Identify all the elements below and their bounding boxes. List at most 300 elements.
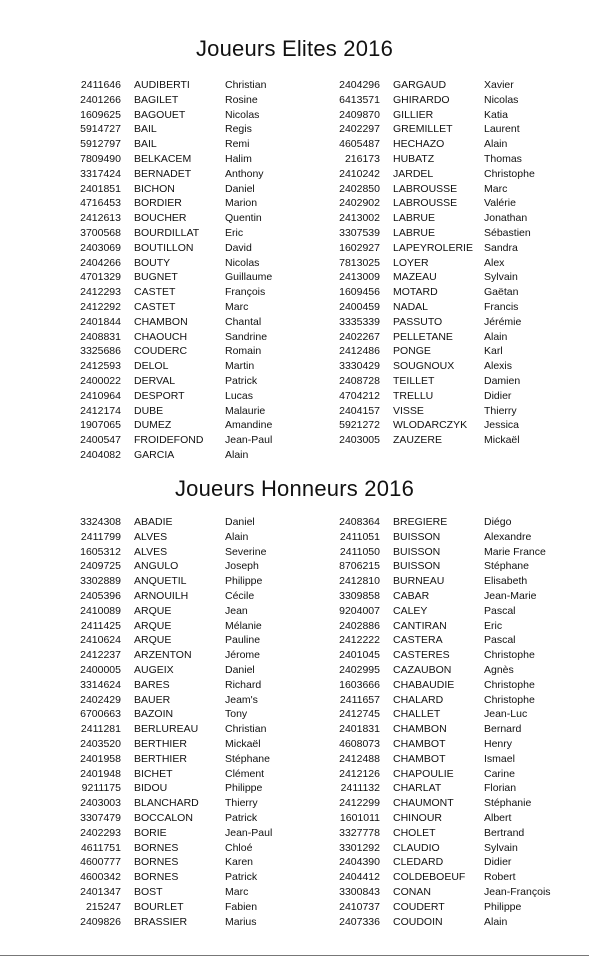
player-row [77, 530, 327, 545]
player-license: 1601011 [339, 811, 380, 824]
player-firstname: Remi [225, 138, 250, 151]
player-row [336, 781, 586, 796]
player-license: 3327778 [339, 826, 380, 839]
player-license: 2412486 [339, 345, 380, 358]
player-surname: AUGEIX [134, 663, 174, 676]
player-firstname: Fabien [225, 900, 258, 913]
player-firstname: David [225, 241, 252, 254]
player-firstname: Alain [484, 330, 508, 343]
player-license: 2413009 [339, 271, 380, 284]
player-license: 3325686 [80, 345, 121, 358]
player-firstname: Marius [225, 915, 257, 928]
player-license: 2411799 [80, 530, 121, 543]
player-row [77, 722, 327, 737]
player-surname: BORNES [134, 841, 179, 854]
player-license: 4608073 [339, 737, 380, 750]
player-row [336, 915, 586, 930]
player-license: 2411281 [80, 723, 121, 736]
player-row [336, 885, 586, 900]
player-surname: BOUTY [134, 256, 171, 269]
player-firstname: Severine [225, 545, 267, 558]
player-license: 3301292 [339, 841, 380, 854]
player-surname: BOURDILLAT [134, 226, 200, 239]
player-firstname: Robert [484, 871, 516, 884]
player-firstname: Pascal [484, 604, 516, 617]
player-firstname: Sandra [484, 241, 518, 254]
player-row [77, 330, 327, 345]
player-row [336, 152, 586, 167]
player-surname: GREMILLET [393, 123, 453, 136]
player-row [77, 752, 327, 767]
player-license: 3314624 [80, 678, 121, 691]
player-firstname: Thierry [484, 404, 517, 417]
player-license: 2400459 [339, 300, 380, 313]
player-row [77, 285, 327, 300]
player-license: 3302889 [80, 575, 121, 588]
player-surname: CHAPOULIE [393, 767, 454, 780]
player-row [77, 663, 327, 678]
player-row [77, 182, 327, 197]
player-row [336, 604, 586, 619]
player-surname: BAIL [134, 123, 157, 136]
player-firstname: Alain [484, 138, 508, 151]
player-surname: ANGULO [134, 560, 179, 573]
player-firstname: Amandine [225, 419, 273, 432]
player-row [336, 619, 586, 634]
player-surname: BERTHIER [134, 752, 187, 765]
player-firstname: Diégo [484, 516, 512, 528]
player-firstname: Eric [225, 226, 244, 239]
player-license: 6413571 [339, 93, 380, 106]
player-surname: CHARLAT [393, 782, 442, 795]
player-row [336, 841, 586, 856]
player-license: 2411050 [339, 545, 380, 558]
player-license: 2412237 [80, 649, 121, 662]
player-firstname: Mélanie [225, 619, 262, 632]
player-license: 2408831 [80, 330, 121, 343]
player-surname: TEILLET [393, 374, 435, 387]
player-firstname: Agnès [484, 663, 514, 676]
player-firstname: Alain [225, 530, 249, 543]
player-surname: ALVES [134, 530, 168, 543]
player-row [77, 915, 327, 930]
player-firstname: Didier [484, 389, 512, 402]
player-license: 2412593 [80, 360, 121, 373]
player-license: 2412613 [80, 212, 121, 225]
player-row [336, 270, 586, 285]
player-firstname: Xavier [484, 79, 514, 91]
player-firstname: Stéphanie [484, 797, 532, 810]
player-row [77, 826, 327, 841]
player-row [336, 137, 586, 152]
player-surname: BURNEAU [393, 575, 445, 588]
player-row [336, 826, 586, 841]
player-row [77, 574, 327, 589]
player-license: 2410964 [80, 389, 121, 402]
player-row [336, 796, 586, 811]
player-firstname: Jean-Paul [225, 434, 273, 447]
player-firstname: Regis [225, 123, 252, 136]
player-row [336, 359, 586, 374]
player-firstname: Katia [484, 108, 508, 121]
player-row [77, 167, 327, 182]
player-row [77, 515, 327, 530]
player-firstname: Daniel [225, 516, 255, 528]
player-firstname: Joseph [225, 560, 259, 573]
player-license: 215247 [85, 900, 121, 913]
player-surname: ARQUE [134, 619, 172, 632]
player-license: 2402886 [339, 619, 380, 632]
player-firstname: Daniel [225, 182, 255, 195]
player-surname: ARZENTON [134, 649, 192, 662]
player-license: 3335339 [339, 315, 380, 328]
player-license: 2402297 [339, 123, 380, 136]
player-surname: CONAN [393, 885, 431, 898]
player-row [336, 648, 586, 663]
player-row [336, 530, 586, 545]
player-surname: CHAMBON [393, 723, 447, 736]
player-firstname: Damien [484, 374, 521, 387]
player-row [336, 226, 586, 241]
player-license: 3300843 [339, 885, 380, 898]
player-license: 5914727 [80, 123, 121, 136]
player-row [77, 344, 327, 359]
player-surname: FROIDEFOND [134, 434, 204, 447]
player-license: 2404157 [339, 404, 380, 417]
player-license: 3330429 [339, 360, 380, 373]
player-row [77, 781, 327, 796]
player-firstname: Albert [484, 811, 512, 824]
player-firstname: Alain [225, 448, 249, 461]
player-surname: GARGAUD [393, 79, 447, 91]
player-surname: CASTET [134, 286, 176, 299]
player-surname: LABROUSSE [393, 182, 458, 195]
player-firstname: Halim [225, 152, 252, 165]
player-surname: CHABAUDIE [393, 678, 455, 691]
player-firstname: Laurent [484, 123, 520, 136]
player-firstname: Pascal [484, 634, 516, 647]
player-row [77, 885, 327, 900]
player-surname: GILLIER [393, 108, 434, 121]
player-row [336, 433, 586, 448]
player-row [77, 315, 327, 330]
player-surname: PELLETANE [393, 330, 453, 343]
elites-left-list [77, 78, 327, 463]
player-surname: BORIE [134, 826, 167, 839]
player-firstname: Alain [484, 915, 508, 928]
player-surname: ANQUETIL [134, 575, 187, 588]
player-license: 2401045 [339, 649, 380, 662]
player-license: 2407336 [339, 915, 380, 928]
player-firstname: François [225, 286, 266, 299]
player-license: 2402267 [339, 330, 380, 343]
player-surname: BAZOIN [134, 708, 174, 721]
player-surname: BAGILET [134, 93, 179, 106]
player-firstname: Christophe [484, 649, 535, 662]
player-license: 2402293 [80, 826, 121, 839]
player-firstname: Stéphane [225, 752, 270, 765]
player-firstname: Christophe [484, 167, 535, 180]
player-firstname: Thierry [225, 797, 258, 810]
player-firstname: Mickaël [225, 737, 261, 750]
player-firstname: Jérome [225, 649, 261, 662]
player-license: 2411132 [340, 782, 380, 795]
player-surname: BUISSON [393, 560, 441, 573]
player-firstname: Rosine [225, 93, 258, 106]
player-license: 2412292 [80, 300, 121, 313]
player-surname: BAUER [134, 693, 171, 706]
player-surname: PASSUTO [393, 315, 443, 328]
player-firstname: Marc [225, 300, 249, 313]
player-license: 4600777 [80, 856, 121, 869]
player-row [77, 270, 327, 285]
player-row [77, 211, 327, 226]
player-firstname: Daniel [225, 663, 255, 676]
player-surname: BORNES [134, 871, 179, 884]
player-row [336, 241, 586, 256]
player-surname: BICHON [134, 182, 175, 195]
player-license: 2401948 [80, 767, 121, 780]
player-firstname: Quentin [225, 212, 262, 225]
player-surname: COUDOIN [393, 915, 443, 928]
player-row [77, 604, 327, 619]
honneurs-right-list [336, 515, 586, 929]
player-surname: CHAMBOT [393, 752, 446, 765]
player-license: 3309858 [339, 589, 380, 602]
player-row [77, 693, 327, 708]
player-license: 4716453 [80, 197, 121, 210]
player-row [336, 285, 586, 300]
player-firstname: Valérie [484, 197, 516, 210]
player-row [77, 78, 327, 93]
player-license: 4600342 [80, 871, 121, 884]
player-surname: BARES [134, 678, 170, 691]
player-surname: BREGIERE [393, 516, 448, 528]
player-row [77, 448, 327, 463]
player-license: 2411051 [339, 530, 380, 543]
player-license: 2403003 [80, 797, 121, 810]
player-surname: BERNADET [134, 167, 192, 180]
player-license: 2405396 [80, 589, 121, 602]
player-row [336, 404, 586, 419]
player-row [336, 767, 586, 782]
player-license: 1609625 [80, 108, 121, 121]
player-license: 2403005 [339, 434, 380, 447]
player-surname: DUMEZ [134, 419, 172, 432]
player-license: 9204007 [339, 604, 380, 617]
player-surname: CANTIRAN [393, 619, 447, 632]
player-license: 2413002 [339, 212, 380, 225]
player-license: 2401831 [339, 723, 380, 736]
player-row [77, 796, 327, 811]
player-firstname: Marion [225, 197, 258, 210]
player-license: 2403069 [80, 241, 121, 254]
player-firstname: Lucas [225, 389, 254, 402]
player-license: 2409870 [339, 108, 380, 121]
player-surname: AUDIBERTI [134, 79, 190, 91]
honneurs-left-list [77, 515, 327, 929]
player-license: 2401844 [80, 315, 121, 328]
player-firstname: Jean-Marie [484, 589, 537, 602]
player-firstname: Chantal [225, 315, 262, 328]
player-row [336, 870, 586, 885]
player-surname: CASTERES [393, 649, 450, 662]
player-row [77, 226, 327, 241]
player-row [336, 663, 586, 678]
player-firstname: Christian [225, 79, 267, 91]
player-firstname: Sylvain [484, 271, 518, 284]
player-license: 2400022 [80, 374, 121, 387]
player-row [336, 182, 586, 197]
honneurs-title: Joueurs Honneurs 2016 [174, 476, 415, 501]
player-firstname: Tony [225, 708, 248, 721]
player-license: 2410089 [80, 604, 121, 617]
player-firstname: Patrick [225, 871, 258, 884]
player-firstname: Marc [484, 182, 508, 195]
player-firstname: Sébastien [484, 226, 531, 239]
player-firstname: Patrick [225, 811, 258, 824]
player-firstname: Jonathan [484, 212, 528, 225]
player-license: 2403520 [80, 737, 121, 750]
page-bottom-rule [0, 955, 589, 956]
player-firstname: Jeam's [225, 693, 258, 706]
player-surname: PONGE [393, 345, 431, 358]
player-surname: DESPORT [134, 389, 185, 402]
player-firstname: Marie France [484, 545, 546, 558]
player-surname: ARQUE [134, 604, 172, 617]
player-surname: BAGOUET [134, 108, 186, 121]
player-firstname: Nicolas [484, 93, 519, 106]
player-surname: BOST [134, 885, 163, 898]
player-license: 9211175 [81, 782, 121, 795]
player-license: 8706215 [339, 560, 380, 573]
player-row [77, 870, 327, 885]
player-license: 7809490 [80, 152, 121, 165]
player-license: 2401347 [80, 885, 121, 898]
player-license: 2412126 [339, 767, 380, 780]
player-license: 4704212 [339, 389, 380, 402]
player-surname: ZAUZERE [393, 434, 443, 447]
player-surname: ARQUE [134, 634, 172, 647]
player-surname: DELOL [134, 360, 169, 373]
player-license: 2402995 [339, 663, 380, 676]
player-license: 2411646 [80, 79, 121, 91]
player-license: 2402850 [339, 182, 380, 195]
player-firstname: Francis [484, 300, 519, 313]
player-firstname: Bernard [484, 723, 522, 736]
player-license: 2410737 [339, 900, 380, 913]
player-row [77, 619, 327, 634]
player-license: 2401958 [80, 752, 121, 765]
player-firstname: Jessica [484, 419, 520, 432]
player-surname: LABROUSSE [393, 197, 458, 210]
player-firstname: Carine [484, 767, 515, 780]
player-license: 1603666 [339, 678, 380, 691]
player-row [77, 137, 327, 152]
player-row [336, 722, 586, 737]
player-row [336, 737, 586, 752]
player-firstname: Marc [225, 885, 249, 898]
player-firstname: Philippe [225, 575, 263, 588]
player-surname: BERTHIER [134, 737, 187, 750]
player-license: 3307479 [80, 811, 121, 824]
player-surname: BUGNET [134, 271, 178, 284]
player-row [336, 344, 586, 359]
player-row [336, 374, 586, 389]
player-license: 2404082 [80, 448, 121, 461]
player-firstname: Eric [484, 619, 503, 632]
player-row [77, 737, 327, 752]
player-firstname: Christian [225, 723, 267, 736]
player-firstname: Anthony [225, 167, 264, 180]
player-row [336, 559, 586, 574]
player-surname: CASTET [134, 300, 176, 313]
player-row [77, 93, 327, 108]
player-surname: CLEDARD [393, 856, 444, 869]
player-row [77, 811, 327, 826]
player-surname: LABRUE [393, 212, 436, 225]
player-surname: BOURLET [134, 900, 184, 913]
player-surname: BIDOU [134, 782, 168, 795]
player-license: 2409826 [80, 915, 121, 928]
player-row [77, 767, 327, 782]
player-surname: MAZEAU [393, 271, 437, 284]
player-row [77, 855, 327, 870]
player-license: 2400547 [80, 434, 121, 447]
player-surname: BUISSON [393, 545, 441, 558]
player-firstname: Stéphane [484, 560, 529, 573]
player-surname: BAIL [134, 138, 157, 151]
player-row [336, 418, 586, 433]
player-row [336, 693, 586, 708]
player-surname: CHAUMONT [393, 797, 454, 810]
player-surname: COLDEBOEUF [393, 871, 466, 884]
player-surname: BORDIER [134, 197, 182, 210]
player-surname: BERLUREAU [134, 723, 199, 736]
player-license: 2412293 [80, 286, 121, 299]
player-firstname: Jean-Luc [484, 708, 528, 721]
player-surname: HUBATZ [393, 152, 435, 165]
player-license: 2412488 [339, 752, 380, 765]
player-license: 1609456 [339, 286, 380, 299]
player-row [336, 93, 586, 108]
player-license: 2404412 [339, 871, 380, 884]
player-firstname: Henry [484, 737, 513, 750]
player-row [336, 678, 586, 693]
player-surname: TRELLU [393, 389, 434, 402]
player-surname: ARNOUILH [134, 589, 189, 602]
player-firstname: Philippe [484, 900, 522, 913]
player-surname: BORNES [134, 856, 179, 869]
player-firstname: Ismael [484, 752, 515, 765]
player-firstname: Chloé [225, 841, 253, 854]
player-firstname: Christophe [484, 693, 535, 706]
player-surname: WLODARCZYK [393, 419, 468, 432]
player-surname: LOYER [393, 256, 429, 269]
player-license: 216173 [344, 152, 380, 165]
player-license: 4611751 [80, 841, 121, 854]
player-row [77, 545, 327, 560]
player-surname: CHINOUR [393, 811, 442, 824]
player-firstname: Cécile [225, 589, 255, 602]
player-row [336, 211, 586, 226]
player-license: 2404390 [339, 856, 380, 869]
player-license: 1605312 [80, 545, 121, 558]
player-firstname: Jérémie [484, 315, 522, 328]
player-license: 2402902 [339, 197, 380, 210]
player-firstname: Malaurie [225, 404, 266, 417]
player-row [336, 855, 586, 870]
